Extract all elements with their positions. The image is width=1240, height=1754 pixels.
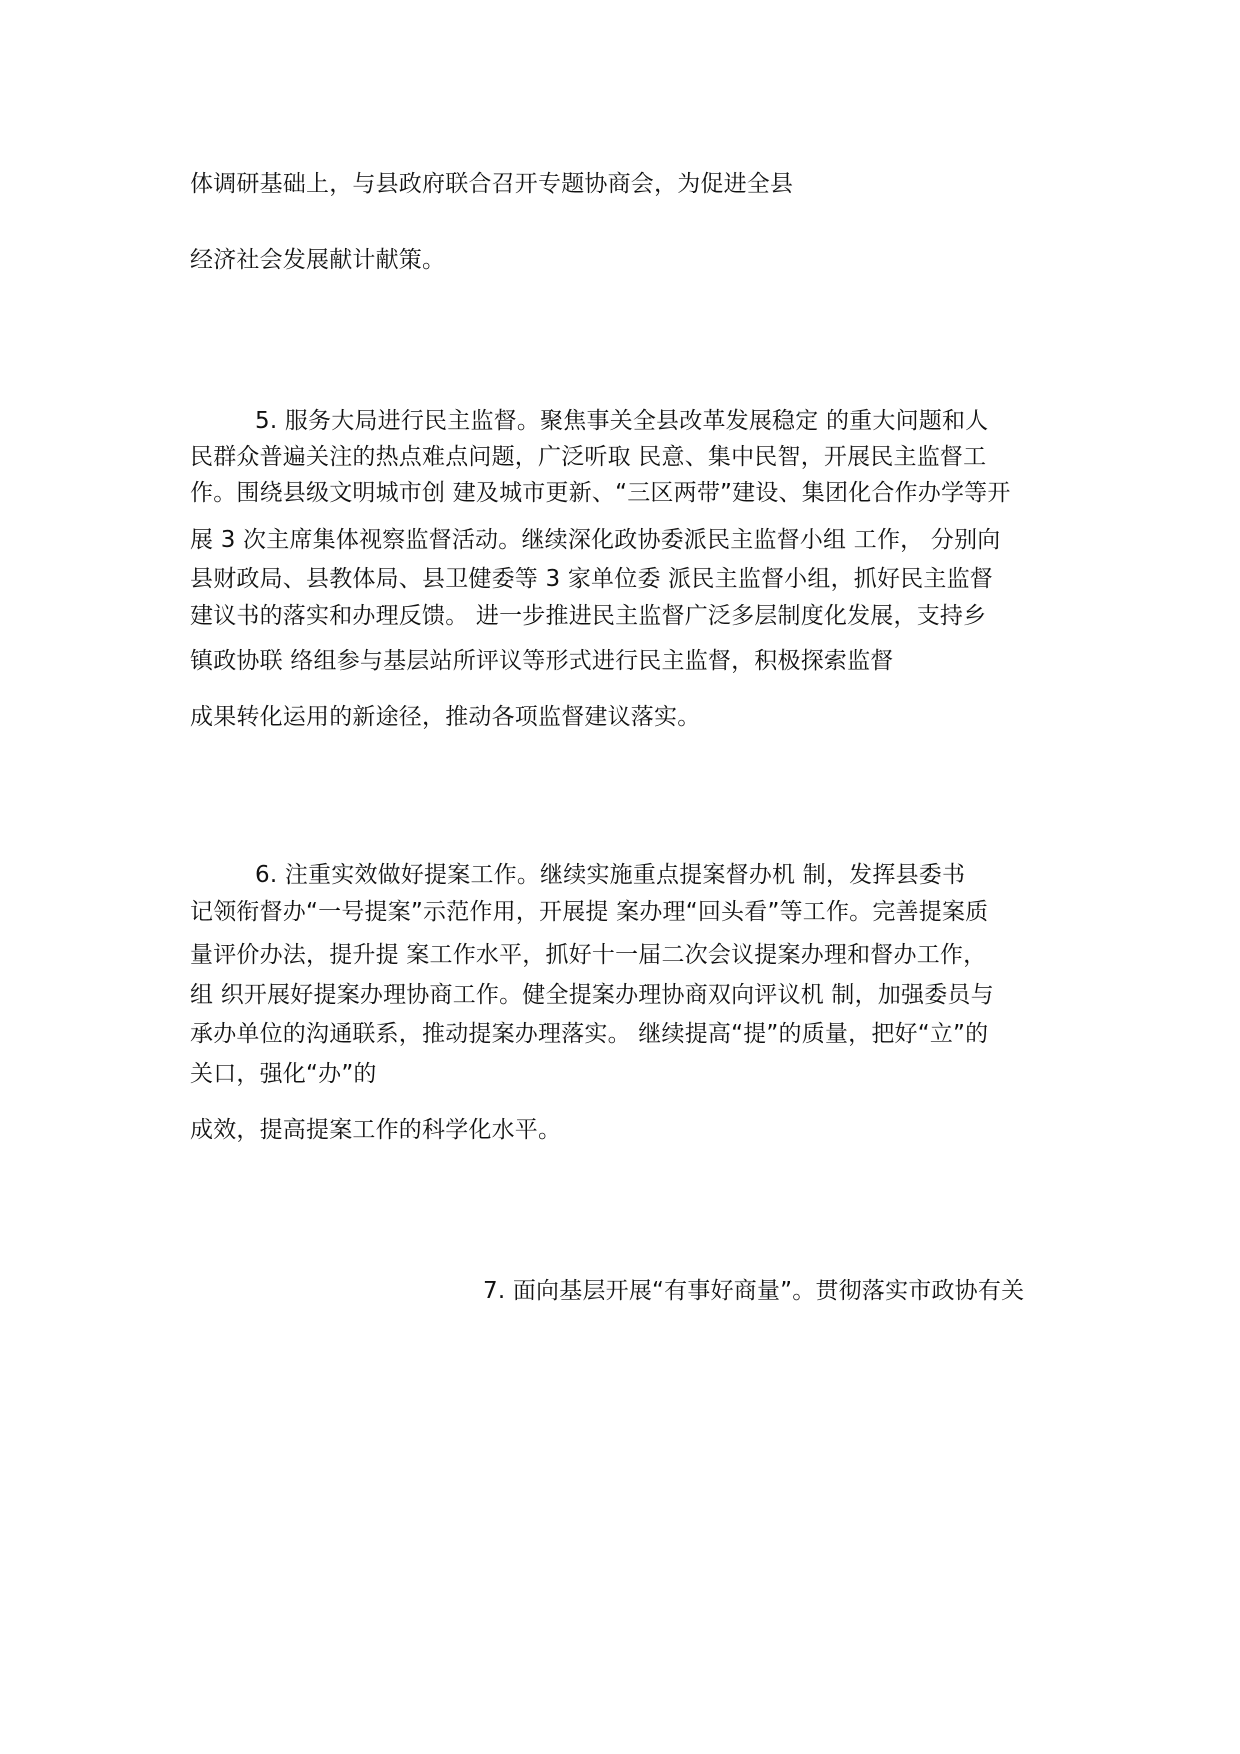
- paragraph-line: 7. 面向基层开展“有事好商量”。贯彻落实市政协有关: [483, 1278, 1025, 1304]
- paragraph-line: 量评价办法，提升提 案工作水平，抓好十一届二次会议提案办理和督办工作，: [190, 942, 987, 968]
- paragraph-line: 5. 服务大局进行民主监督。聚焦事关全县改革发展稳定 的重大问题和人: [255, 408, 989, 434]
- paragraph-line: 承办单位的沟通联系，推动提案办理落实。 继续提高“提”的质量，把好“立”的: [190, 1021, 989, 1047]
- paragraph-line: 记领衔督办“一号提案”示范作用，开展提 案办理“回头看”等工作。完善提案质: [190, 899, 989, 925]
- paragraph-line: 关口，强化“办”的: [190, 1061, 377, 1087]
- paragraph-line: 经济社会发展献计献策。: [190, 247, 446, 273]
- paragraph-line: 建议书的落实和办理反馈。 进一步推进民主监督广泛多层制度化发展，支持乡: [190, 603, 987, 629]
- paragraph-line: 成效，提高提案工作的科学化水平。: [190, 1117, 562, 1143]
- paragraph-line: 县财政局、县教体局、县卫健委等 3 家单位委 派民主监督小组，抓好民主监督: [190, 566, 993, 592]
- paragraph-line: 民群众普遍关注的热点难点问题，广泛听取 民意、集中民智，开展民主监督工: [190, 444, 987, 470]
- paragraph-line: 展 3 次主席集体视察监督活动。继续深化政协委派民主监督小组 工作， 分别向: [190, 527, 1001, 553]
- paragraph-line: 成果转化运用的新途径，推动各项监督建议落实。: [190, 704, 701, 730]
- paragraph-line: 组 织开展好提案办理协商工作。健全提案办理协商双向评议机 制，加强委员与: [190, 982, 994, 1008]
- paragraph-line: 作。围绕县级文明城市创 建及城市更新、“三区两带”建设、集团化合作办学等开: [190, 480, 1011, 506]
- paragraph-line: 镇政协联 络组参与基层站所评议等形式进行民主监督，积极探索监督: [190, 648, 894, 674]
- paragraph-line: 6. 注重实效做好提案工作。继续实施重点提案督办机 制，发挥县委书: [255, 862, 966, 888]
- paragraph-line: 体调研基础上，与县政府联合召开专题协商会，为促进全县: [190, 171, 794, 197]
